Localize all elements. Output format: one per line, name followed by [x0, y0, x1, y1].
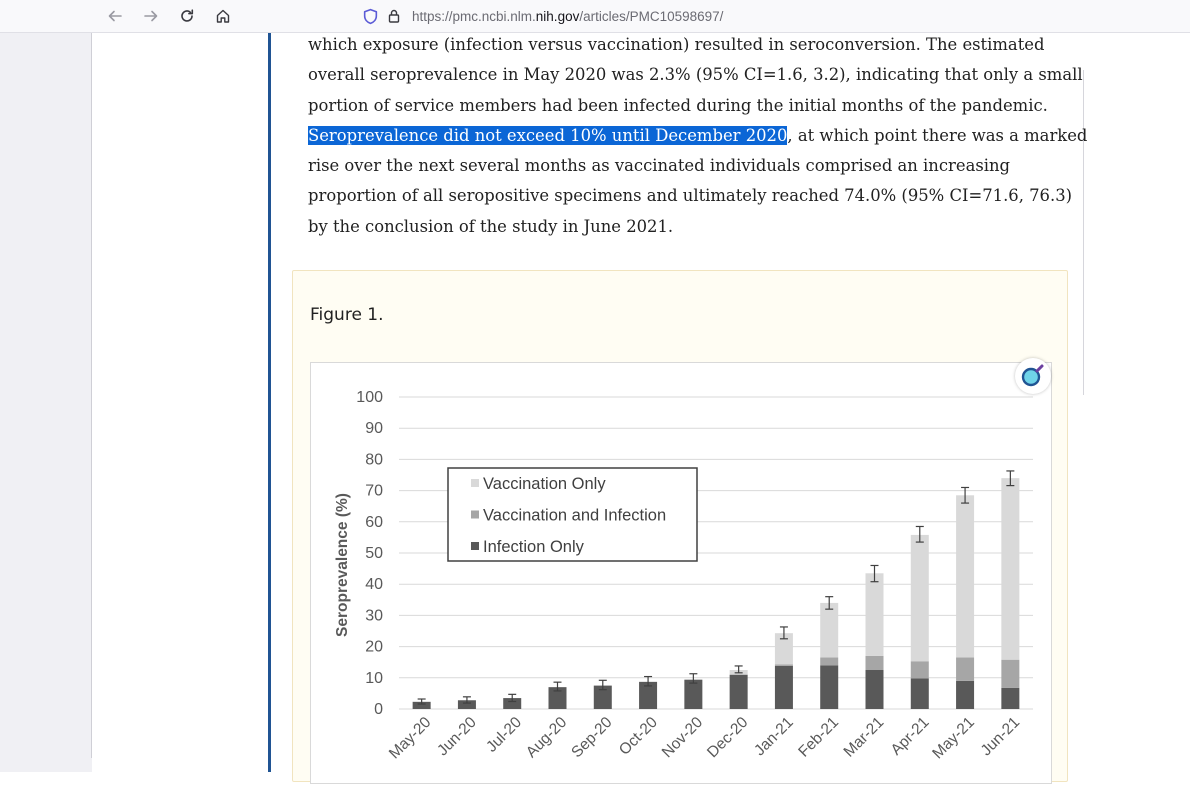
figure-label: Figure 1. [310, 305, 384, 325]
bar-segment [1001, 478, 1019, 660]
bar-segment [911, 678, 929, 709]
bar-segment [956, 495, 974, 657]
x-tick-label: Sep-20 [568, 713, 616, 762]
lock-icon[interactable] [384, 6, 404, 26]
x-tick-label: Jun-21 [977, 713, 1024, 760]
y-axis-title: Seroprevalence (%) [334, 493, 351, 637]
arrow-left-icon [107, 8, 123, 24]
bar-segment [820, 658, 838, 666]
forward-button[interactable] [138, 3, 164, 29]
right-gutter-divider [1083, 70, 1084, 395]
y-tick-label: 30 [365, 607, 383, 625]
paragraph-line: portion of service members had been infected during the initial months of the pandemic. [308, 95, 1048, 115]
url-bar[interactable] [360, 2, 1060, 30]
x-tick-label: Nov-20 [658, 713, 707, 762]
figure-container [292, 270, 1068, 782]
left-gutter [0, 33, 92, 772]
legend-swatch [471, 479, 479, 487]
y-tick-label: 80 [365, 451, 383, 469]
figure-image[interactable] [310, 362, 1052, 784]
magnifier-icon [1020, 363, 1046, 389]
paragraph-line-highlight [308, 121, 1088, 151]
x-tick-label: Feb-21 [795, 713, 843, 761]
bar-segment [1001, 660, 1019, 688]
left-gutter-divider [91, 33, 92, 758]
y-tick-label: 100 [356, 389, 383, 406]
bar-segment [775, 666, 793, 709]
bar-segment [911, 661, 929, 678]
article-paragraph [308, 30, 1088, 242]
bar-segment [820, 665, 838, 709]
legend-label: Infection Only [483, 538, 584, 556]
legend-label: Vaccination Only [483, 475, 606, 493]
bar-segment [730, 675, 748, 709]
x-tick-label: Jul-20 [483, 713, 526, 756]
bar-segment [775, 664, 793, 666]
x-tick-label: May-21 [929, 713, 978, 763]
y-tick-label: 60 [365, 513, 383, 531]
bar-segment [820, 603, 838, 658]
x-tick-label: Oct-20 [615, 713, 661, 759]
y-tick-label: 90 [365, 420, 383, 438]
right-gutter [1084, 33, 1190, 772]
x-tick-label: Jun-20 [434, 713, 480, 760]
legend-label: Vaccination and Infection [483, 506, 667, 525]
x-tick-label: Dec-20 [704, 713, 752, 762]
y-tick-label: 20 [365, 638, 383, 656]
y-tick-label: 10 [365, 669, 383, 687]
home-button[interactable] [210, 3, 236, 29]
shield-icon[interactable] [360, 6, 380, 26]
home-icon [215, 8, 231, 24]
y-tick-label: 40 [365, 576, 383, 594]
reload-icon [179, 8, 195, 24]
bar-segment [866, 573, 884, 656]
bar-segment [956, 681, 974, 709]
bar-segment [1001, 688, 1019, 709]
bar-segment [866, 670, 884, 709]
url-path: /articles/PMC10598697/ [579, 8, 724, 24]
zoom-figure-button[interactable] [1015, 358, 1051, 394]
bar-segment [684, 680, 702, 709]
arrow-right-icon [143, 8, 159, 24]
url-text[interactable] [412, 9, 723, 24]
paragraph-text: , at which point there was a marked [787, 125, 1088, 145]
x-tick-label: Jan-21 [751, 713, 797, 760]
y-tick-label: 50 [365, 545, 383, 562]
y-tick-label: 70 [365, 482, 383, 500]
legend-swatch [471, 542, 479, 550]
url-domain: nih.gov [535, 8, 580, 24]
paragraph-line: rise over the next several months as vaccinated individuals comprised an increasing [308, 156, 1011, 176]
selected-text[interactable]: Seroprevalence did not exceed 10% until December 2020 [308, 125, 788, 145]
x-tick-label: Mar-21 [840, 713, 888, 761]
y-tick-label: 0 [374, 701, 383, 718]
browser-toolbar [0, 0, 1190, 33]
paragraph-line: proportion of all seropositive specimens and ultimately reached 74.0% (95% CI=71.6, 76.3) [308, 186, 1073, 206]
back-button[interactable] [102, 3, 128, 29]
bar-chart [311, 363, 1051, 783]
reload-button[interactable] [174, 3, 200, 29]
url-prefix: https://pmc.ncbi.nlm. [412, 8, 536, 24]
paragraph-line: overall seroprevalence in May 2020 was 2.3% (95% CI=1.6, 3.2), indicating that only a small [308, 65, 1083, 85]
bar-segment [911, 535, 929, 661]
paragraph-line: which exposure (infection versus vaccination) resulted in seroconversion. The estimated [308, 35, 1045, 54]
x-tick-label: Aug-20 [522, 713, 571, 762]
legend-swatch [471, 511, 479, 519]
paragraph-line: by the conclusion of the study in June 2021. [308, 216, 674, 236]
bar-segment [866, 656, 884, 670]
bar-segment [956, 658, 974, 681]
section-accent-bar [268, 33, 271, 772]
x-tick-label: Apr-21 [887, 713, 933, 759]
x-tick-label: May-20 [385, 713, 435, 763]
